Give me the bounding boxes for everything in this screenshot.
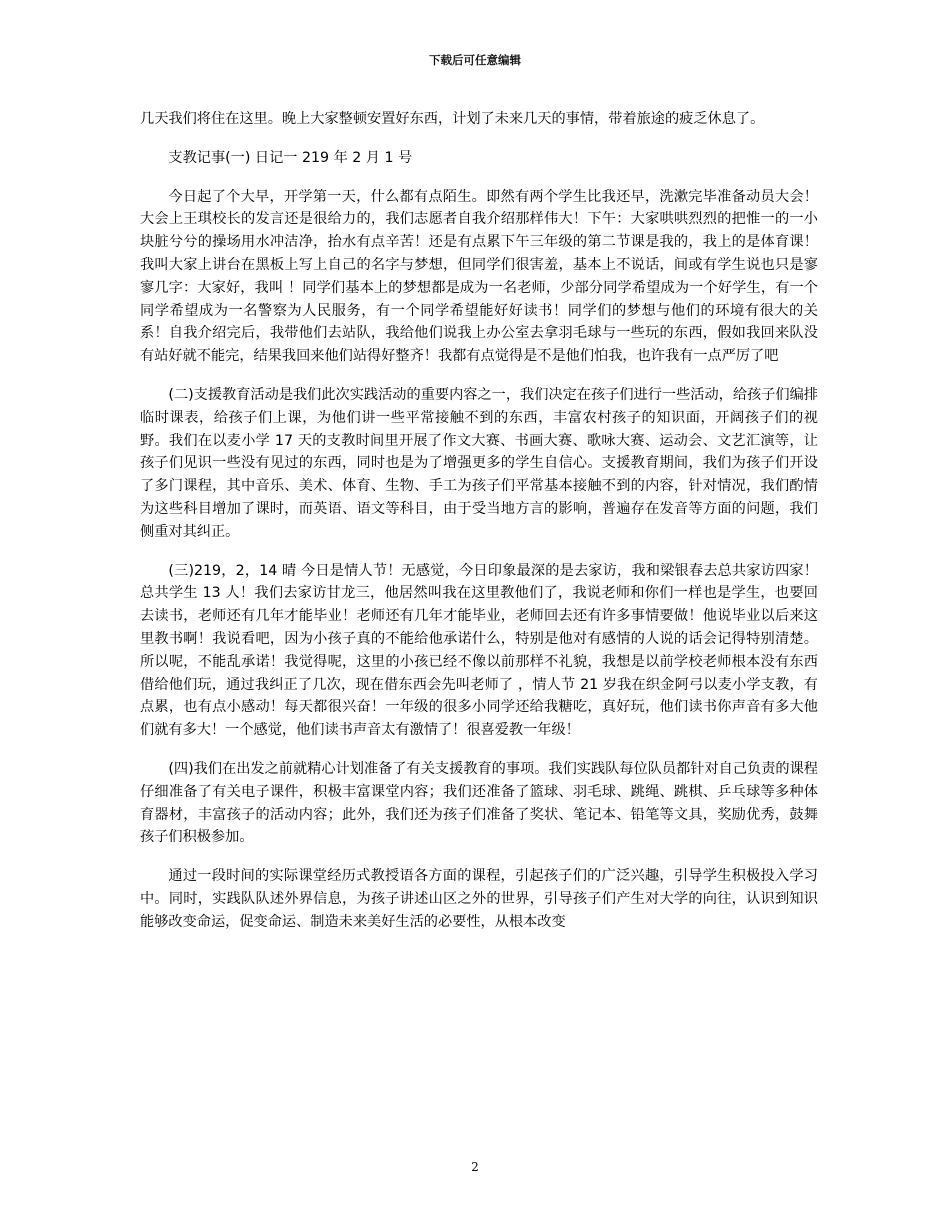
- paragraph-conclusion: 通过一段时间的实际课堂经历式教授语各方面的课程，引起孩子们的广泛兴趣，引导学生积极投入学习中。同时，实践队队述外界信息，为孩子讲述山区之外的世界，引导孩子们产生对大学的向往，认识到知识能够改变命运，促变命运、制造未来美好生活的必要性，从根本改变: [140, 868, 818, 930]
- diary-title: 支教记事(一) 日记一 219 年 2 月 1 号: [168, 149, 413, 166]
- paragraph-section-4: (四)我们在出发之前就精心计划准备了有关支援教育的事项。我们实践队每位队员都针对自己负责的课程仔细准备了有关电子课件，积极丰富课堂内容；我们还准备了篮球、羽毛球、跳绳、跳棋、乒乓球等多种体育器材，丰富孩子的活动内容；此外，我们还为孩子们准备了奖状、笔记本、铅笔等文具，奖励优秀，鼓舞孩子们积极参加。: [140, 760, 818, 846]
- paragraph-section-2: (二)支援教育活动是我们此次实践活动的重要内容之一，我们决定在孩子们进行一些活动，给孩子们编排临时课表，给孩子们上课，为他们讲一些平常接触不到的东西，丰富农村孩子的知识面，开阔孩子们的视野。我们在以麦小学 17 天的支教时间里开展了作文大赛、书画大赛、歌咏大赛、运动会、文艺汇演等，让孩子们见识一些没有见过的东西，同时也是为了增强更多的学生自信心。支援教育期间，我们为孩子们开设了多门课程，其中音乐、美术、体育、生物、手工为孩子们平常基本接触不到的内容，针对情况，我们酌情为这些科目增加了课时，而英语、语文等科目，由于受当地方言的影响，普遍存在发音等方面的问题，我们侧重对其纠正。: [140, 386, 818, 540]
- paragraph-diary-entry-1: 今日起了个大早，开学第一天，什么都有点陌生。即然有两个学生比我还早，洗漱完毕准备动员大会！大会上王琪校长的发言还是很给力的，我们志愿者自我介绍那样伟大！下午：大家哄哄烈烈的把惟一的一小块脏兮兮的操场用水冲洁净，抬水有点辛苦！还是有点累下午三年级的第二节课是我的，我上的是体育课！我叫大家上讲台在黑板上写上自己的名字与梦想，但同学们很害羞，基本上不说话，间或有学生说也只是寥寥几字：大家好，我叫 ！同学们基本上的梦想都是成为一名老师，少部分同学希望成为一个好学生，有一个同学希望成为一名警察为人民服务，有一个同学希望能好好读书！同学们的梦想与他们的环境有很大的关系！自我介绍完后，我带他们去站队，我给他们说我上办公室去拿羽毛球与一些玩的东西，假如我回来队没有站好就不能完，结果我回来他们站得好整齐！我都有点觉得是不是他们怕我，也许我有一点严厉了吧: [140, 188, 818, 365]
- document-body: [140, 108, 818, 950]
- page-number: 2: [471, 1160, 479, 1174]
- page-header: 下载后可任意编辑: [429, 53, 521, 67]
- paragraph-continuation: 几天我们将住在这里。晚上大家整顿安置好东西，计划了未来几天的事情，带着旅途的疲乏休息了。: [140, 111, 765, 127]
- paragraph-section-3: (三)219，2，14 晴 今日是情人节！无感觉，今日印象最深的是去家访，我和梁银春去总共家访四家！总共学生 13 人！我们去家访甘龙三，他居然叫我在这里教他们了，我说老师和你们一样也是学生，也要回去读书，老师还有几年才能毕业！老师还有几年才能毕业，老师回去还有许多事情要做！他说毕业以后来这里教书啊！我说看吧，因为小孩子真的不能给他承诺什么，特别是他对有感情的人说的话会记得特别清楚。所以呢，不能乱承诺！我觉得呢，这里的小孩已经不像以前那样不礼貌，我想是以前学校老师根本没有东西借给他们玩，通过我纠正了几次，现在借东西会先叫老师了 ，情人节 21 岁我在织金阿弓以麦小学支教，有点累，也有点小感动！每天都很兴奋！一年级的很多小同学还给我糖吃，真好玩，他们读书你声音有多大他们就有多大！一个感觉，他们读书声音太有激情了！很喜爱教一年级！: [140, 562, 818, 739]
